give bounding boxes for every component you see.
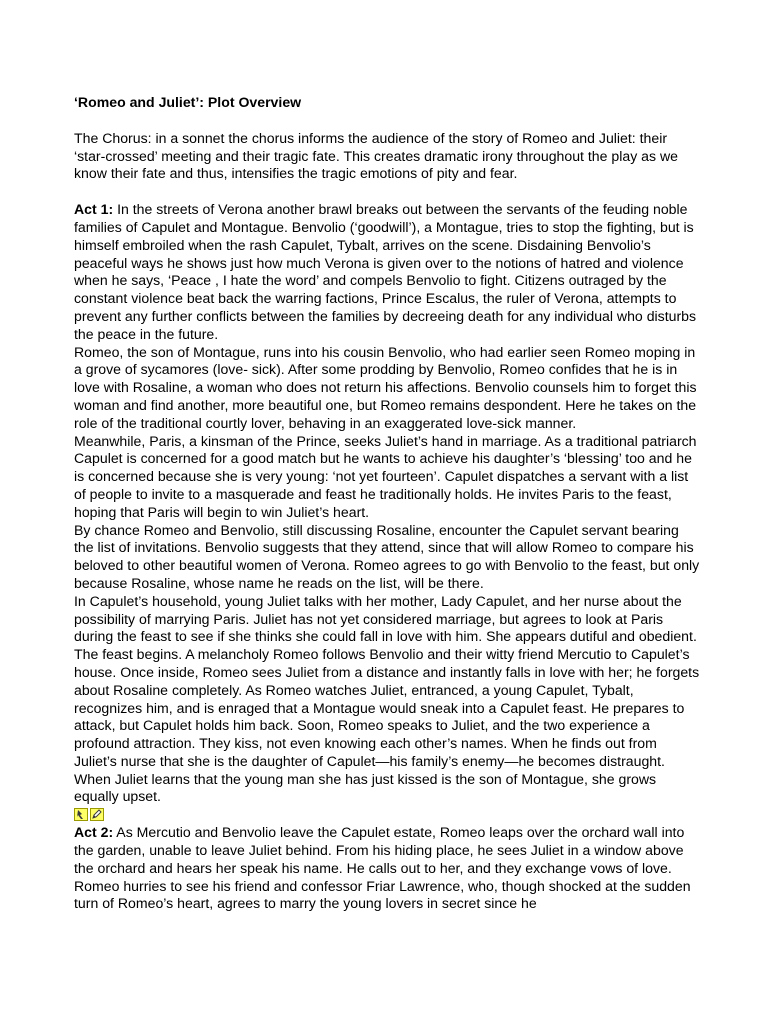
act2-label: Act 2: — [74, 824, 114, 841]
act2-paragraph — [74, 824, 702, 877]
edit-pencil-icon[interactable] — [90, 808, 104, 821]
act1-paragraph-invitations: By chance Romeo and Benvolio, still discussing Rosaline, encounter the Capulet servant bearing the list of invitations. Benvolio suggests that they attend, since that will allow Romeo to compare his beloved to other beautiful women of Verona. Romeo agrees to go with Benvolio to the feast, but only because Rosaline, whose name he reads on the list, will be there. — [74, 521, 700, 591]
act1-paragraph — [74, 201, 702, 343]
act1-paragraph-paris: Meanwhile, Paris, a kinsman of the Prince, seeks Juliet’s hand in marriage. As a traditional patriarch Capulet is concerned for a good match but he wants to achieve his daughter’s ‘blessing’ too and he is concerned because she is very young: ‘not yet fourteen’. Capulet dispatches a servant with a list of people to invite to a masquerade and feast he traditionally holds. He invites Paris to the feast, hoping that Paris will begin to win Juliet’s heart. — [74, 432, 697, 520]
act1-label: Act 1: — [74, 201, 114, 218]
annotation-icons — [74, 807, 702, 822]
comment-icon[interactable] — [74, 808, 88, 821]
act1-text: In the streets of Verona another brawl breaks out between the servants of the feuding noble families of Capulet and Montague. Benvolio (‘goodwill’), a Montague, tries to stop the fighting, but is himself embroiled when the rash Capulet, Tybalt, arrives on the scene. Disdaining Benvolio’s peaceful ways he shows just how much Verona is given over to the notions of hatred and violence when he says, ‘Peace , I hate the word’ and compels Benvolio to fight. Citizens outraged by the constant violence beat back the warring factions, Prince Escalus, the ruler of Verona, attempts to prevent any further conflicts between the families by decreeing death for any individual who disturbs the peace in the future. — [74, 201, 697, 342]
document-title: ‘Romeo and Juliet’: Plot Overview — [74, 94, 302, 110]
paragraph-spacer — [74, 183, 702, 201]
document-page — [74, 94, 702, 913]
act2-text: As Mercutio and Benvolio leave the Capulet estate, Romeo leaps over the orchard wall into the garden, unable to leave Juliet behind. From his hiding place, he sees Juliet in a window above the orchard and hears her speak his name. He calls out to her, and they exchange vows of love. — [74, 824, 685, 876]
act1-paragraph-juliet: In Capulet’s household, young Juliet talks with her mother, Lady Capulet, and her nurse about the possibility of marrying Paris. Juliet has not yet considered marriage, but agrees to look at Paris during the feast to see if she thinks she could fall in love with him. She appears dutiful and obedient. — [74, 592, 697, 645]
chorus-paragraph: The Chorus: in a sonnet the chorus informs the audience of the story of Romeo and Juliet: their ‘star-crossed’ meeting and their tragic fate. This creates dramatic irony throughout the play as we know their fate and thus, intensifies the tragic emotions of pity and fear. — [74, 129, 678, 182]
act1-paragraph-feast: The feast begins. A melancholy Romeo follows Benvolio and their witty friend Mercutio to Capulet’s house. Once inside, Romeo sees Juliet from a distance and instantly falls in love with her; he forgets about Rosaline completely. As Romeo watches Juliet, entranced, a young Capulet, Tybalt, recognizes him, and is enraged that a Montague would sneak into a Capulet feast. He prepares to attack, but Capulet holds him back. Soon, Romeo speaks to Juliet, and the two experience a profound attraction. They kiss, not even knowing each other’s names. When he finds out from Juliet’s nurse that she is the daughter of Capulet—his family’s enemy—he becomes distraught. When Juliet learns that the young man she has just kissed is the son of Montague, she grows equally upset. — [74, 646, 700, 805]
act2-paragraph-friar: Romeo hurries to see his friend and confessor Friar Lawrence, who, though shocked at the sudden turn of Romeo’s heart, agrees to marry the young lovers in secret since he — [74, 877, 691, 912]
act1-paragraph-romeo: Romeo, the son of Montague, runs into his cousin Benvolio, who had earlier seen Romeo moping in a grove of sycamores (love- sick). After some prodding by Benvolio, Romeo confides that he is in love with Rosaline, a woman who does not return his affections. Benvolio counsels him to forget this woman and find another, more beautiful one, but Romeo remains despondent. Here he takes on the role of the traditional courtly lover, behaving in an exaggerated love-sick manner. — [74, 343, 697, 431]
